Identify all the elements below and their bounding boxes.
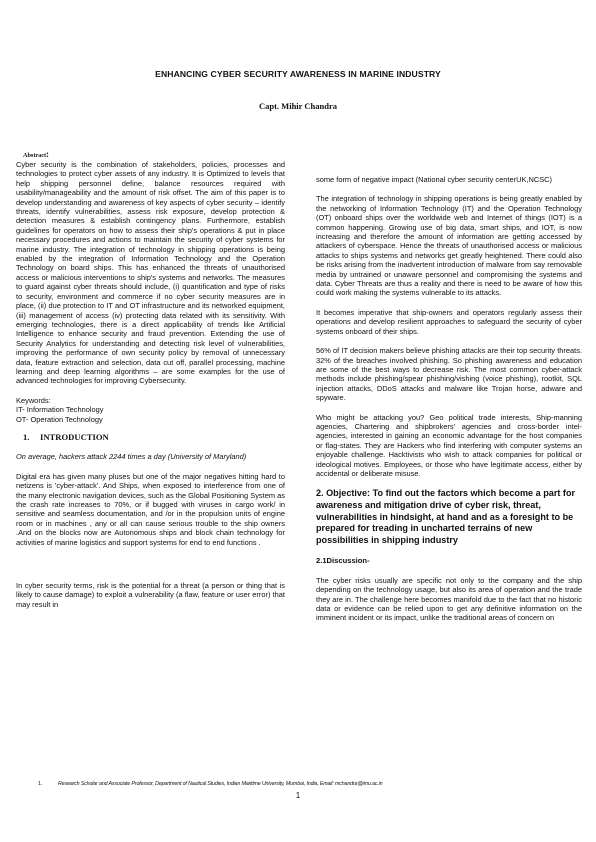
footnote <box>38 781 382 787</box>
section-heading-introduction <box>23 433 285 442</box>
subsection-heading-discussion: 2.1Discussion- <box>316 556 370 566</box>
keywords-block <box>16 396 285 424</box>
body-paragraph: Who might be attacking you? Geo political trade interests, Ship-manning agencies, Chartering and shipbrokers' agencies and cross-border intel- agencies, interested in gaining an economic advantage for the host companies or flag-states. They are Hackers who find interfering with computer systems an enjoyable challenge. Hacktivists who wish to attack companies for political or ideological motives. Employees, or those who have legitimate access, either by accidental or deliberate misuse. <box>316 412 582 478</box>
body-paragraph: The integration of technology in shipping operations is being greatly enabled by the networking of Information Technology (IT) and the Operation Technology (OT) onboard ships over the worldwide web and Internet of things (IOT) is a common happening. Growing use of big data, smart ships, and IOT, is now increasing and therefore the amount of information are getting accessed by attackers of cyberspace. Hence the threats of unauthorised access or malicious attacks to ships systems and networks get greatly heightened. There could also be risks arising from the inadvertent introduction of malware from say removable media by untrained or unaware personnel and compromising the systems and data. Cyber Threats are thus a reality and there is need to be aware of how this could work making the systems vulnerable to its attacks. <box>316 194 582 298</box>
body-paragraph: The cyber risks usually are specific not only to the company and the ship depending on the technology usage, but also its area of operation and the trade they are in. The challenge here becomes manifold due to the fact that no historic data or evidence can be relied upon to get any definitive information on the imminent incident or its impact, unlike the traditional areas of concern on <box>316 575 582 623</box>
footnote-number: 1. <box>38 781 43 787</box>
page-number: 1 <box>295 791 301 800</box>
intro-paragraph: Digital era has given many pluses but one of the major negatives hitting hard to netizens is 'cyber-attack'. And Ships, when exposed to interference from one of the many electronic navigation devices, such as the Global Positioning System as the crash rate increases to 70%, or if bugged with viruses in cargo work/ in sensitive and seamless documentation, and /or in the propulsion units of engine room or in machines , any or all can cause serious trouble to the ship owners .And on the blocks now are Autonomous ships and block chain technology for activities of marine logistics and support systems for end to end functions . <box>16 471 285 547</box>
footnote-text: Research Scholar and Associate Professor, Department of Nautical Studies, Indian Maritime University, Mumbai, India, Email: mchandra@imu.ac.in <box>58 781 383 787</box>
section-heading-label: INTRODUCTION <box>40 431 109 442</box>
body-paragraph: some form of negative impact (National cyber security centerUK,NCSC) <box>316 175 553 184</box>
abstract-heading-colon: : <box>46 149 50 159</box>
intro-quote: On average, hackers attack 2244 times a day (University of Maryland) <box>16 452 247 462</box>
paper-title: ENHANCING CYBER SECURITY AWARENESS IN MARINE INDUSTRY <box>155 69 441 79</box>
section-heading-objective: 2. Objective: To find out the factors which become a part for awareness and mitigation drive of cyber risk, threat, vulnerabilities in hindsight, at hand and as a foresight to be prepared for treading in uncharted terrains of new possibilities in shipping industry <box>316 488 576 545</box>
intro-paragraph: In cyber security terms, risk is the potential for a threat (a person or thing that is likely to cause damage) to exploit a vulnerability (a flaw, feature or user error) that may result in <box>16 581 285 609</box>
right-column <box>316 175 582 623</box>
author-name: Capt. Mihir Chandra <box>258 101 337 111</box>
body-paragraph: It becomes imperative that ship-owners and operators regularly assess their operations and develop resilient approaches to safeguard the security of cyber systems onboard of their ships. <box>316 307 582 336</box>
body-paragraph: 56% of IT decision makers believe phishing attacks are their top security threats. 32% of the breaches involved phishing. So phishing awareness and education are some of the best ways to decrease risk. The most common cyber-attack methods include phishing/spear phishing/vishing (voice phishing), rootkit, SQL injection attacks, DDoS attacks and malware like Trojan horse, adware and spyware. <box>316 346 582 403</box>
keywords-heading: Keywords: <box>16 395 51 405</box>
abstract-heading <box>23 150 285 160</box>
keyword-item: IT- Information Technology <box>16 405 104 415</box>
section-number: 1. <box>23 431 30 442</box>
abstract-heading-label: Abstract <box>23 152 47 159</box>
keyword-item: OT- Operation Technology <box>16 414 103 424</box>
left-column <box>16 150 285 609</box>
abstract-text: Cyber security is the combination of stakeholders, policies, processes and technologies to protect cyber assets of any industry. It is Optimized to levels that help shipping personnel define, balance resources required with usability/manageability and the amount of risk offset. The aim of this paper is to develop understanding and awareness of key aspects of cyber security – identify threats, identify vulnerabilities, assess risk exposure, develop protection & detection measures & establish contingency plans. Furthermore, establish guidelines for operators on how to assess their ship's operations & put in place necessary procedures and actions to maintain the security of cyber systems for marine industry. The integration of technology in shipping operations is being enabled by the integration of Information Technology and the Operation Technology on board ships. This has enhanced the threats of unauthorised access or malicious interventions to ship's systems and networks. The measures to guard against cyber threats should include, (i) quantification and type of risks to security, environment and commerce if no cyber security measures are in place, (ii) due protection to IT and OT infrastructure and its networked equipment, (iii) management of access (iv) protecting data related with its sensitivity. With emerging technologies, there is a direct applicability of trends like Artificial Intelligence to enhance security and fraud prevention. Extending the use of Security Analytics for understanding and detecting risk level of vulnerabilities, improving the performance of own security policy by removal of unnecessary data, feature extraction and selection, data cut off, parallel processing, machine learning and deep learning algorithms – are some examples for the use of advanced technologies for improving Cybersecurity. <box>16 160 285 386</box>
